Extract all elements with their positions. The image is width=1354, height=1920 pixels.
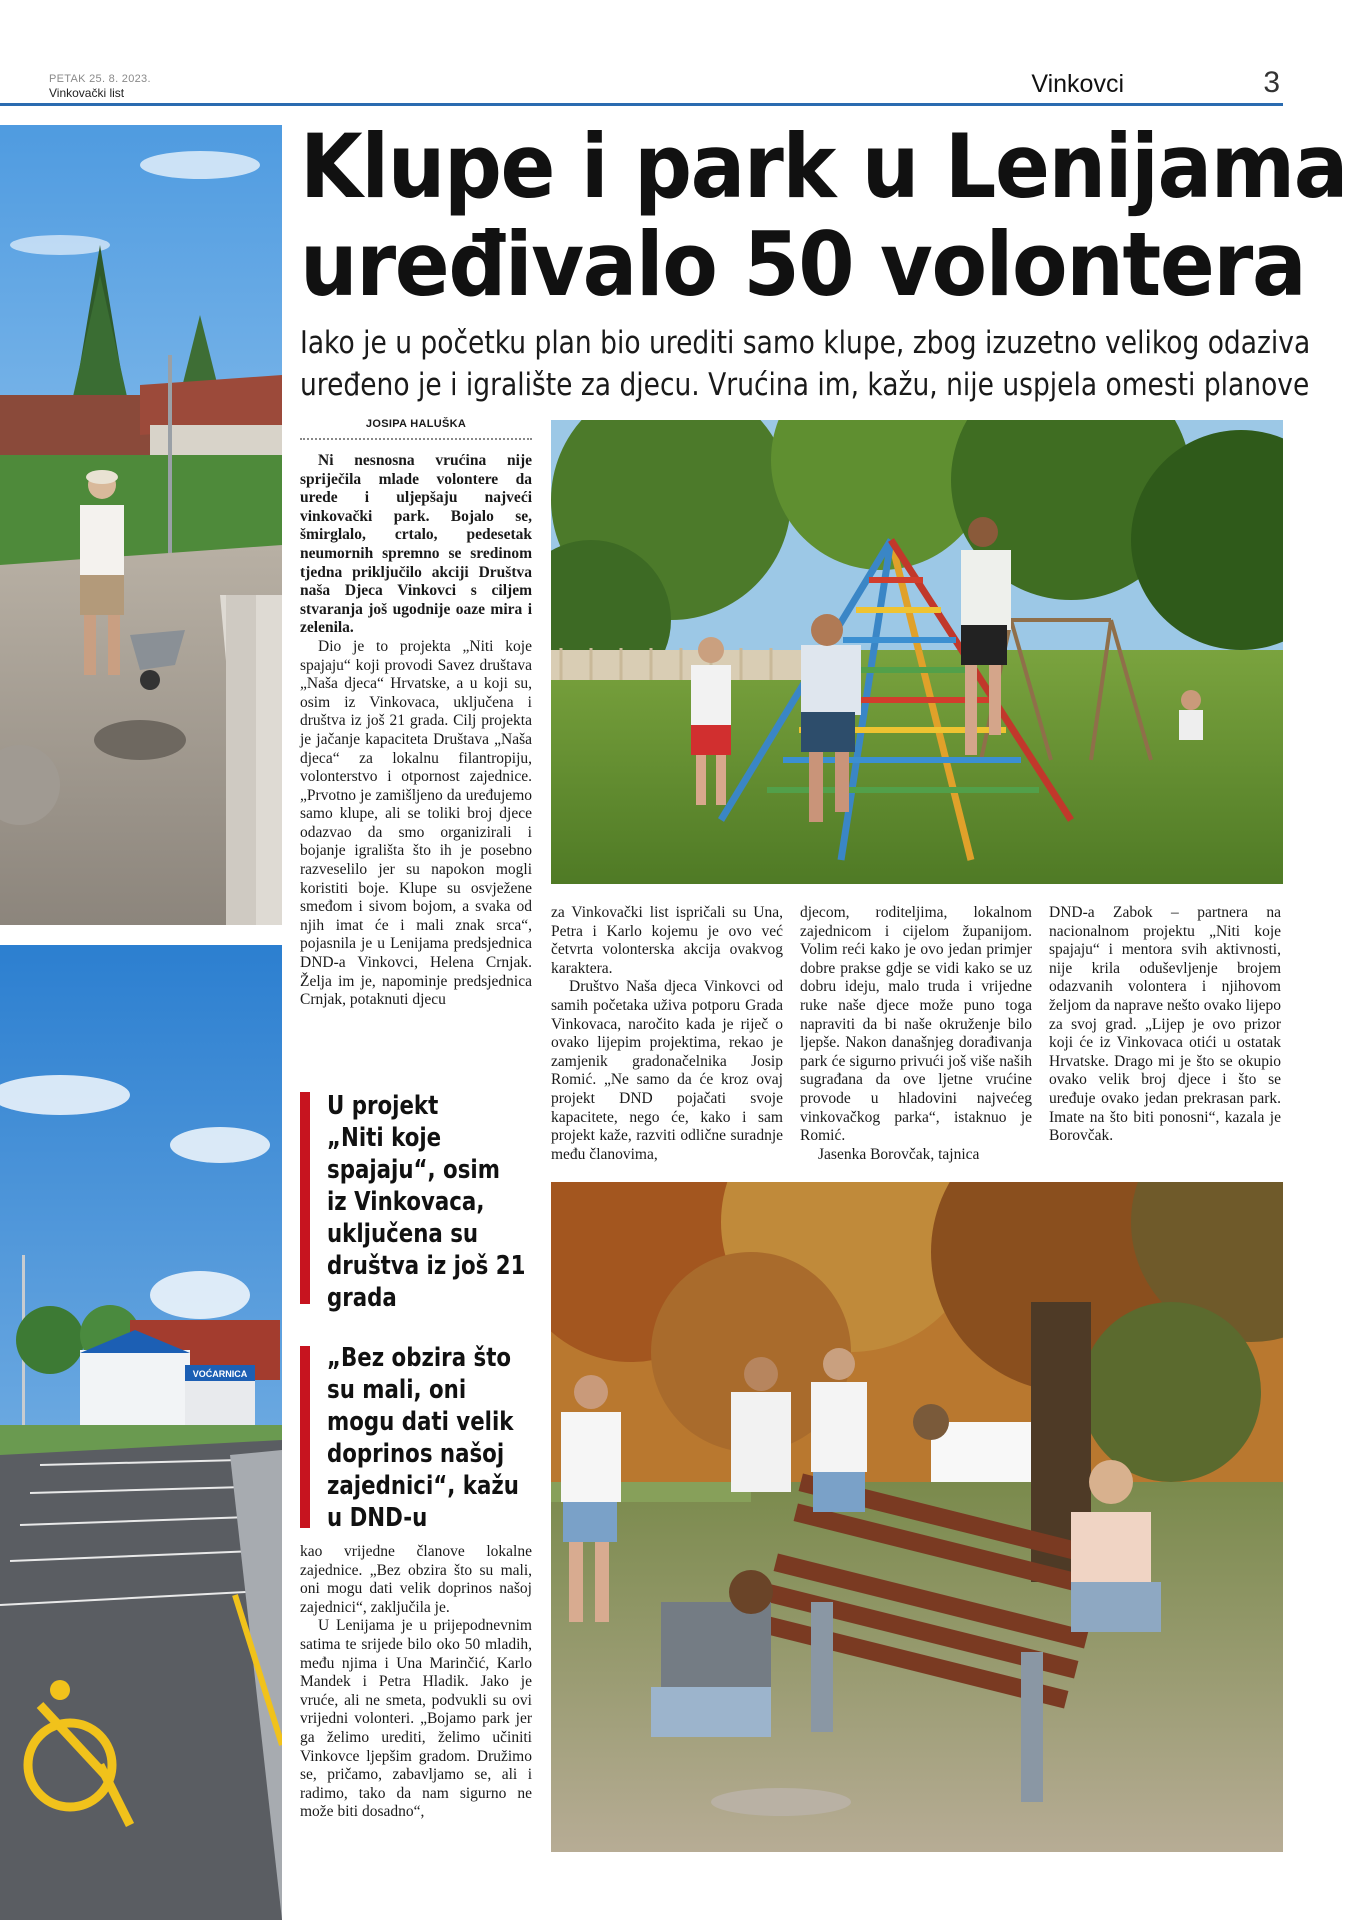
quote-line: zajednici“, kažu (327, 1471, 519, 1501)
quote-line: mogu dati velik (327, 1407, 514, 1437)
body-paragraph: kao vrijedne članove lokalne zajednice. „Bez obzira što su mali, oni mogu dati velik doprinos našoj zajednici“, zaključila je. (300, 1543, 532, 1616)
article-column-4 (1049, 904, 1281, 1146)
quote-line: doprinos našoj (327, 1439, 505, 1469)
body-paragraph: Dio je to projekta „Niti koje spajaju“ koji provodi Savez društava „Naša djeca“ Hrvatske, a u koji su, osim iz Vinkovaca, uključena i društva iz još 21 grada. Cilj projekta je jačanje kapaciteta Društava „Naša djeca“ za lokalnu filantropiju, volonterstvo i otpornost zajednice. „Prvotno je zamišljeno da uređujemo samo klupe, ali se toliki broj djece odazvao da smo organizirali i bojanje igrališta što ih je posebno razveselilo jer su napokon mogli koristiti boje. Klupe su osvježene smeđom i sivom bojom, a svaka od njih imat će i mali znak srca“, pojasnila je u Lenijama predsjednica DND-a Vinkovci, Helena Crnjak. Želja im je, napominje predsjednica Crnjak, potaknuti djecu (300, 637, 532, 1009)
subtitle-line-2: uređeno je i igralište za djecu. Vrućina im, kažu, nije uspjela omesti planove (300, 367, 1310, 403)
article-column-2 (551, 904, 783, 1164)
article-column-1-continued (300, 1543, 532, 1822)
pull-quote-2 (327, 1342, 519, 1534)
quote-line: spajaju“, osim (327, 1155, 500, 1185)
subtitle (300, 322, 1311, 406)
lead-paragraph: Ni nesnosna vrućina nije spriječila mlade volontere da urede i uljepšaju najveći vinkovački park. Bojalo se, šmirglalo, crtalo, pedesetak neumornih spremno se sredinom tjedna priključilo akciji Društva naša Djeca Vinkovci s ciljem stvaranja još ugodnije oaze mira i zelenila. (300, 452, 532, 637)
section-title: Vinkovci (1031, 70, 1124, 98)
quote-line: „Niti koje (327, 1123, 442, 1153)
photo-worker-construction (0, 125, 282, 925)
pull-quote-1 (327, 1090, 526, 1314)
quote-line: u DND-u (327, 1503, 428, 1533)
body-paragraph: DND-a Zabok – partnera na nacionalnom projektu „Niti koje spajaju“ i mentora svih aktivnosti, nije krila oduševljenje brojem odazvanih volontera i njihovom željom da naprave nešto ovako lijepo za svoj grad. „Lijep je ovo prizor koji će iz Vinkovaca otići u ostatak Hrvatske. Drago mi je što se okupio ovako velik broj djece i što se uređuje ovako jedan prekrasan park. Imate na što biti ponosni“, kazala je Borovčak. (1049, 904, 1281, 1145)
photo-parking-lot (0, 945, 282, 1920)
photo-playground-climbing-frame (551, 420, 1283, 884)
quote-line: iz Vinkovaca, (327, 1187, 485, 1217)
header-rule (0, 103, 1283, 106)
quote-line: društva iz još 21 (327, 1251, 526, 1281)
subtitle-line-1: Iako je u početku plan bio urediti samo klupe, zbog izuzetno velikog odaziva (300, 325, 1311, 361)
shop-sign: VOĆARNICA (192, 1369, 248, 1379)
headline (300, 115, 1347, 316)
body-paragraph: za Vinkovački list ispričali su Una, Petra i Karlo kojemu je ovo već četvrta volonterska akcija ovakvog karaktera. (551, 904, 783, 977)
headline-line-2: uređivalo 50 volontera (300, 213, 1306, 316)
quote-line: U projekt (327, 1091, 439, 1121)
article-column-1 (300, 452, 532, 1010)
byline-rule (300, 438, 532, 440)
body-paragraph: djecom, roditeljima, lokalnom zajednicom i cijelom županijom. Volim reći kako je ovo jedan primjer dobre prakse gdje se vidi kako se uz dobru ideju, malo truda i vrijedne ruke naše djece može puno toga napraviti da bi naše okruženje bilo ljepše. Nakon današnjeg dorađivanja park će sigurno privući još više naših sugrađana da ove ljetne vrućine provode u hladovini najvećeg vinkovačkog parka“, istaknuo je Romić. (800, 904, 1032, 1145)
quote-line: uključena su (327, 1219, 479, 1249)
body-paragraph: Društvo Naša djeca Vinkovci od samih početaka uživa potporu Grada Vinkovaca, naročito kada je riječ o ovako lijepim projektima, rekao je zamjenik gradonačelnika Josip Romić. „Ne samo da će kroz ovaj projekt DND pojačati svoje kapacitete, nego će, kako i sam projekt kaže, razviti odlične suradnje među članovima, (551, 978, 783, 1163)
body-paragraph: U Lenijama je u prijepodnevnim satima te srijede bilo oko 50 mladih, među njima i Una Marinčić, Karlo Mandek i Petra Hladik. Jako je vruće, ali ne smeta, podvukli su ovi vrijedni volonteri. „Bojamo park jer ga želimo urediti, želimo učiniti Vinkovce ljepšim gradom. Družimo se, pričamo, zabavljamo se, ali i radimo, tako da nam sigurno ne može biti dosadno“, (300, 1617, 532, 1821)
issue-date: PETAK 25. 8. 2023. (49, 73, 151, 85)
quote-line: su mali, oni (327, 1375, 467, 1405)
article-column-3 (800, 904, 1032, 1164)
photo-painting-bench (551, 1182, 1283, 1852)
body-paragraph: Jasenka Borovčak, tajnica (818, 1145, 980, 1163)
quote-bar (300, 1092, 310, 1304)
quote-line: grada (327, 1283, 397, 1313)
page-number: 3 (1263, 66, 1280, 99)
quote-line: „Bez obzira što (327, 1343, 512, 1373)
headline-line-1: Klupe i park u Lenijama (300, 115, 1347, 218)
byline: JOSIPA HALUŠKA (365, 418, 467, 430)
paper-name: Vinkovački list (49, 86, 125, 100)
quote-bar (300, 1346, 310, 1528)
